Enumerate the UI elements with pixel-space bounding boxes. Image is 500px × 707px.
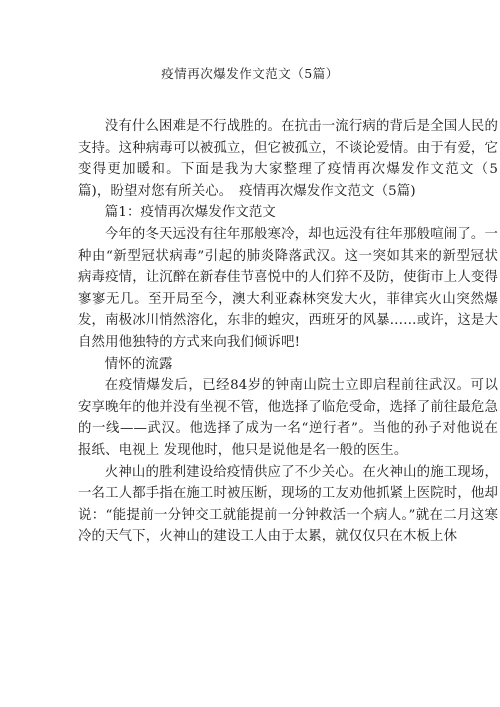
- essay-paragraph-3: 火神山的胜利建设给疫情供应了不少关心。在火神山的施工现场，一名工人都手指在施工时被压断，现场的工友劝他抓紧上医院时，他却说：“能提前一分钟交工就能提前一分钟救活一个病人。”就在二月这寒冷的天气下，火神山的建设工人由于太累，就仅仅只在木板上休: [78, 464, 498, 545]
- intro-paragraph: 没有什么困难是不行战胜的。在抗击一流行病的背后是全国人民的支持。这种病毒可以被孤立，但它被孤立，不谈论爱情。由于有爱，它变得更加暖和。下面是我为大家整理了疫情再次爆发作文范文（5篇)，盼望对您有所关心。 疫情再次爆发作文范文（5篇): [78, 119, 498, 199]
- section-heading-1: 篇1：疫情再次爆发作文范文: [104, 205, 276, 221]
- document-body: [78, 116, 498, 548]
- essay-paragraph-1: 今年的冬天远没有往年那般寒冷，却也远没有往年那般喧闹了。一种由“新型冠状病毒”引起的肺炎降落武汉。这一突如其来的新型冠状病毒疫情，让沉醉在新春佳节喜悦中的人们猝不及防，使街市上人变得寥寥无几。至开局至今，澳大利亚森林突发大火，菲律宾火山突然爆发，南极冰川悄然溶化，东非的蝗灾，西班牙的风暴……或许，这是大自然用他独特的方式来向我们倾诉吧!: [78, 226, 498, 350]
- essay-paragraph-2: 在疫情爆发后，已经84岁的钟南山院士立即启程前往武汉。可以安享晚年的他并没有坐视不管，他选择了临危受命，选择了前往最危急的一线——武汉。他选择了成为一名“逆行者”。当他的孙子对他说在报纸、电视上 发现他时，他只是说他是名一般的医生。: [78, 378, 498, 458]
- subsection-heading: 情怀的流露: [104, 356, 173, 372]
- document-title: 疫情再次爆发作文范文（5篇）: [161, 66, 339, 81]
